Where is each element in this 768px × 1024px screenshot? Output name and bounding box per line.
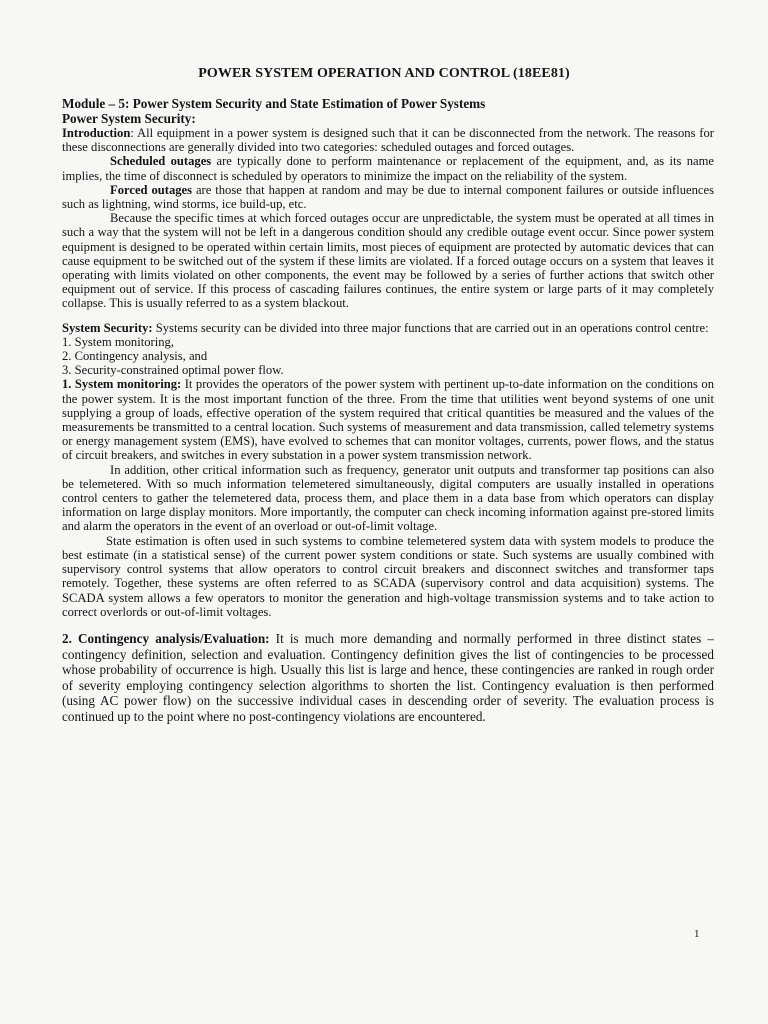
- module-heading: Module – 5: Power System Security and State Estimation of Power Systems: [62, 96, 486, 111]
- contingency-analysis-paragraph: [62, 631, 714, 725]
- telemetry-paragraph: In addition, other critical information such as frequency, generator unit outputs and transformer tap positions can also be telemetered. With so much information telemetered simultaneously, digital computers are usually installed in operations control centers to gather the telemetered data, process them, and place them in a data base from which operators can display information on large display monitors. More importantly, the computer can check incoming information against pre-stored limits and alarm the operators in the event of an overload or out-of-limit voltage.: [62, 462, 714, 534]
- system-monitoring-text: It provides the operators of the power system with pertinent up-to-date information on the conditions on the power system. It is the most important function of the three. From the time that utilities went beyond systems of one unit supplying a group of loads, effective operation of the system required that critical quantities be measured and the values of the measurements be transmitted to a central location. Such systems of measurement and data transmission, called telemetry systems or energy management system (EMS), have evolved to schemes that can monitor voltages, currents, power flows, and the status of circuit breakers, and switches in every substation in a power system transmission network.: [62, 377, 714, 463]
- contingency-analysis-text: It is much more demanding and normally performed in three distinct states – contingency definition, selection and evaluation. Contingency definition gives the list of contingencies to be processed whose probability of occurrence is high. Usually this list is large and hence, these contingencies are ranked in rough order of severity employing contingency selection algorithms to shorten the list. Contingency evaluation is then performed (using AC power flow) on the successive individual cases in descending order of severity. The evaluation process is continued up to the point where no post-contingency violations are encountered.: [62, 630, 714, 724]
- spacer: [62, 619, 714, 631]
- scheduled-outages-paragraph: [62, 154, 714, 182]
- list-item: 3. Security-constrained optimal power flow.: [62, 363, 284, 378]
- intro-text: : All equipment in a power system is designed such that it can be disconnected from the network. The reasons for these disconnections are generally divided into two categories: scheduled outages and forced outages.: [62, 126, 714, 155]
- list-item: 1. System monitoring,: [62, 334, 174, 349]
- system-security-paragraph: [62, 321, 714, 335]
- contingency-analysis-label: 2. Contingency analysis/Evaluation:: [62, 630, 270, 646]
- scheduled-outages-label: Scheduled outages: [110, 154, 212, 169]
- section-subheading: Power System Security:: [62, 111, 196, 126]
- document-body: [62, 96, 714, 724]
- system-monitoring-label: 1. System monitoring:: [62, 377, 182, 392]
- document-title: POWER SYSTEM OPERATION AND CONTROL (18EE81): [198, 66, 570, 81]
- security-functions-list: [62, 335, 714, 378]
- system-security-label: System Security:: [62, 320, 153, 335]
- blackout-paragraph: Because the specific times at which forced outages occur are unpredictable, the system must be operated at all times in such a way that the system will not be left in a dangerous condition should any credible outage event occur. Since power system equipment is designed to be operated within certain limits, most pieces of equipment are protected by automatic devices that can cause equipment to be switched out of the system if these limits are violated. If a forced outage occurs on a system that leaves it operating with limits violated on other components, the event may be followed by a series of further actions that switch other equipment out of service. If this process of cascading failures continues, the entire system or large parts of it may completely collapse. This is usually referred to as a system blackout.: [62, 211, 714, 311]
- system-monitoring-paragraph: [62, 377, 714, 462]
- forced-outages-label: Forced outages: [110, 182, 193, 197]
- system-security-text: Systems security can be divided into three major functions that are carried out in an operations control centre:: [152, 320, 709, 335]
- list-item: 2. Contingency analysis, and: [62, 349, 208, 364]
- scheduled-outages-text: are typically done to perform maintenance or replacement of the equipment, and, as its name implies, the time of disconnect is scheduled by operators to minimize the impact on the reliability of the system.: [62, 154, 714, 183]
- page-number: 1: [694, 928, 700, 940]
- spacer: [62, 311, 714, 321]
- forced-outages-paragraph: [62, 183, 714, 211]
- intro-paragraph: [62, 126, 714, 154]
- intro-label: Introduction: [62, 126, 131, 140]
- state-estimation-paragraph: State estimation is often used in such systems to combine telemetered system data with system models to produce the best estimate (in a statistical sense) of the current power system conditions or state. Such systems are usually combined with supervisory control systems that allow operators to control circuit breakers and disconnect switches and transformer taps remotely. Together, these systems are often referred to as SCADA (supervisory control and data acquisition) systems. The SCADA system allows a few operators to monitor the generation and high-voltage transmission systems and to take action to correct overlords or out-of-limit voltages.: [62, 533, 714, 619]
- forced-outages-text: are those that happen at random and may be due to internal component failures or outside influences such as lightning, wind storms, ice build-up, etc.: [62, 182, 714, 212]
